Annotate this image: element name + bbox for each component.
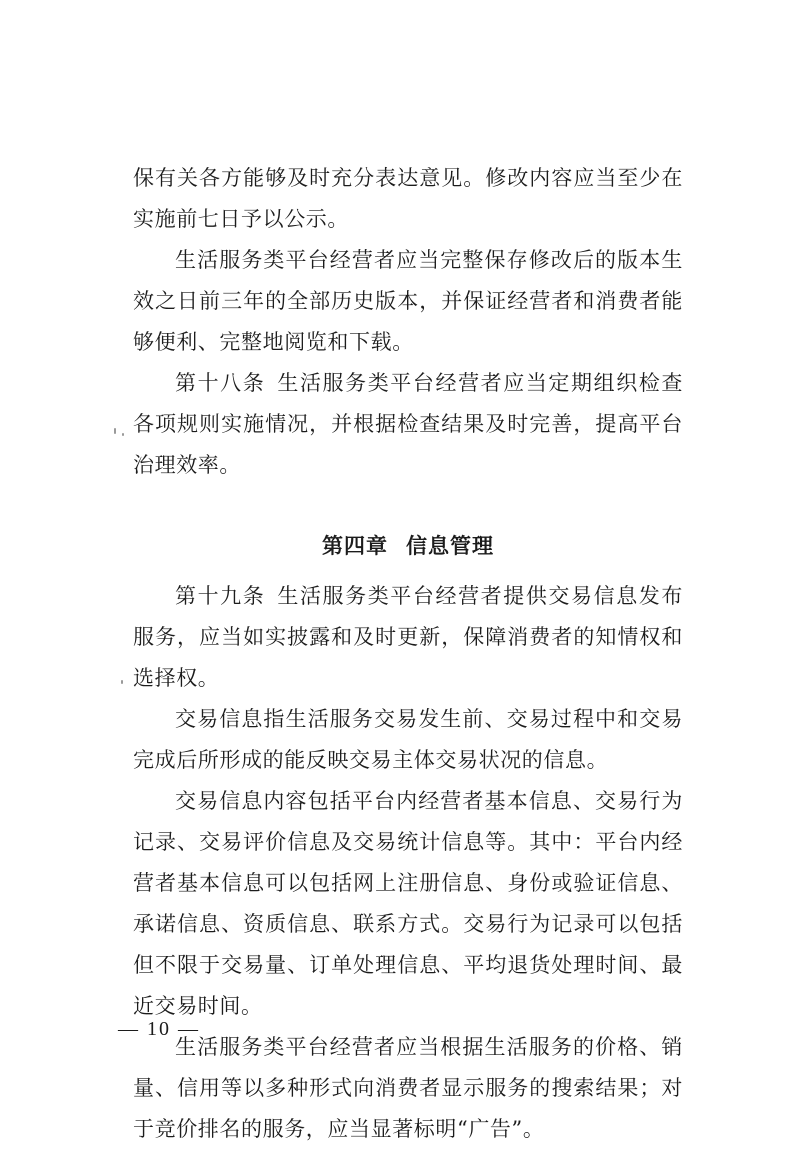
scan-speck: [122, 433, 124, 436]
paragraph-search-results: [133, 1027, 683, 1150]
paragraph-transaction-definition: [133, 699, 683, 781]
chapter-title: 信息管理: [406, 534, 494, 558]
article-number: 第十九条: [175, 584, 266, 608]
chapter-heading: [133, 526, 683, 567]
chapter-number: 第四章: [322, 534, 388, 558]
paragraph-text: 保有关各方能够及时充分表达意见。修改内容应当至少在实施前七日予以公示。: [133, 166, 683, 231]
paragraph-history-versions: [133, 240, 683, 363]
article-18: [133, 363, 683, 486]
scan-speck: [121, 680, 123, 684]
paragraph-text: 生活服务类平台经营者提供交易信息发布服务，应当如实披露和及时更新，保障消费者的知情权和选择权。: [133, 584, 683, 690]
document-body: [133, 158, 683, 1150]
scan-speck: [114, 428, 116, 434]
article-number: 第十八条: [175, 371, 266, 395]
paragraph-text: 生活服务类平台经营者应当根据生活服务的价格、销量、信用等以多种形式向消费者显示服务的搜索结果；对于竞价排名的服务，应当显著标明“广告”。: [133, 1035, 683, 1141]
paragraph-continuation: [133, 158, 683, 240]
paragraph-text: 交易信息内容包括平台内经营者基本信息、交易行为记录、交易评价信息及交易统计信息等。其中：平台内经营者基本信息可以包括网上注册信息、身份或验证信息、承诺信息、资质信息、联系方式。交易行为记录可以包括但不限于交易量、订单处理信息、平均退货处理时间、最近交易时间。: [133, 789, 683, 1018]
paragraph-text: 生活服务类平台经营者应当定期组织检查各项规则实施情况，并根据检查结果及时完善，提高平台治理效率。: [133, 371, 683, 477]
article-19: [133, 576, 683, 699]
paragraph-text: 交易信息指生活服务交易发生前、交易过程中和交易完成后所形成的能反映交易主体交易状况的信息。: [133, 707, 683, 772]
paragraph-text: 生活服务类平台经营者应当完整保存修改后的版本生效之日前三年的全部历史版本，并保证经营者和消费者能够便利、完整地阅览和下载。: [133, 248, 683, 354]
paragraph-transaction-content: [133, 781, 683, 1027]
page-number: — 10 —: [118, 1018, 200, 1040]
